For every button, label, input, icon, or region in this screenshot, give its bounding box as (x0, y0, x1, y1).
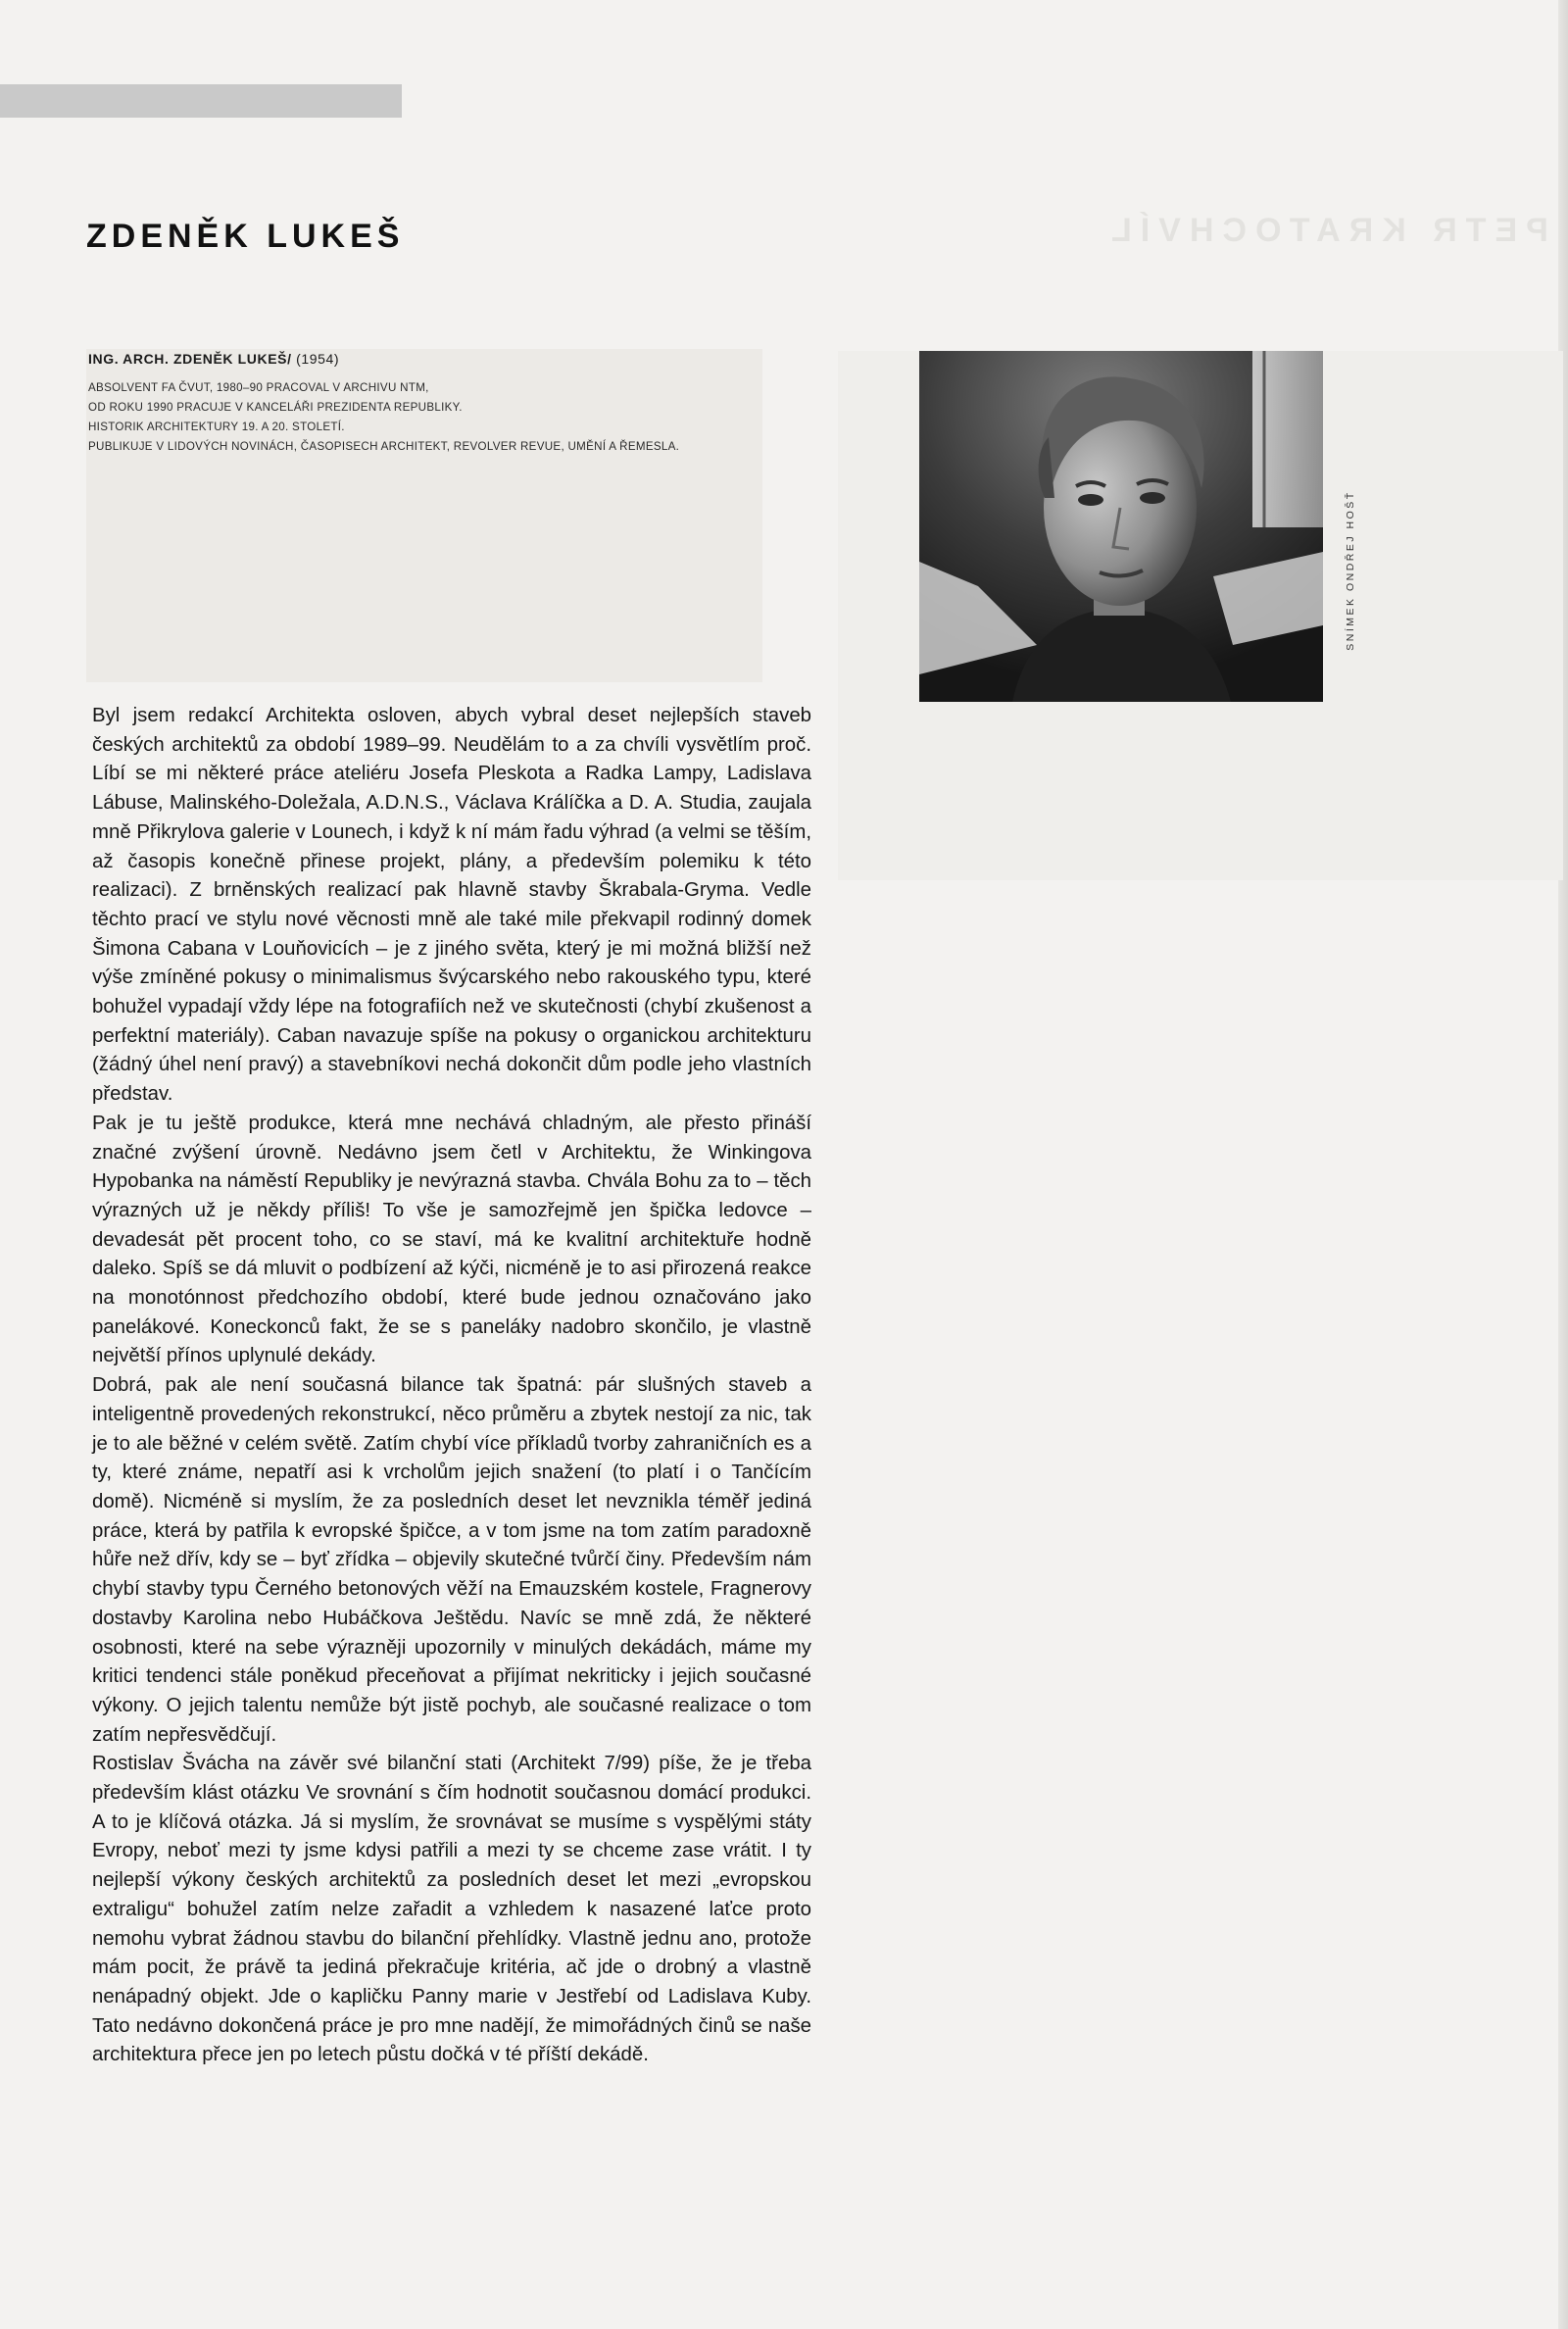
bleed-through-heading: PETR KRATOCHVÍL (1102, 212, 1548, 249)
article-paragraph: Pak je tu ještě produkce, která mne nechává chladným, ale přesto přináší značné zvýšení úrovně. Nedávno jsem četl v Architektu, že Winkingova Hypobanka na náměstí Republiky je nevýrazná stavba. Chvála Bohu za to – těch výrazných už je někdy příliš! To vše je samozřejmě jen špička ledovce – devadesát pět procent toho, co se staví, má ke kvalitní architektuře hodně daleko. Spíš se dá mluvit o podbízení až kýči, nicméně je to asi přirozená reakce na monotónnost předchozího období, které bude jednou označováno jako panelákové. Koneckonců fakt, že se s paneláky nadobro skončilo, je vlastně největší přínos uplynulé dekády. (92, 1112, 811, 1367)
bio-years: (1954) (296, 351, 340, 367)
article-body (92, 702, 811, 2070)
author-name: ZDENĚK LUKEŠ (86, 218, 405, 255)
portrait-photo-image (919, 351, 1323, 702)
author-portrait-photo (919, 351, 1323, 702)
bio-name: ING. ARCH. ZDENĚK LUKEŠ/ (88, 351, 292, 367)
author-bio (88, 351, 774, 457)
bio-line: PUBLIKUJE V LIDOVÝCH NOVINÁCH, ČASOPISECH ARCHITEKT, REVOLVER REVUE, UMĚNÍ A ŘEMESLA. (88, 440, 680, 453)
photo-credit-text: SNÍMEK ONDŘEJ HOŠŤ (1345, 490, 1356, 651)
page-edge (1558, 0, 1568, 2329)
bio-line: OD ROKU 1990 PRACUJE V KANCELÁŘI PREZIDENTA REPUBLIKY. (88, 401, 463, 414)
article-paragraph: Rostislav Švácha na závěr své bilanční stati (Architekt 7/99) píše, že je třeba především klást otázku Ve srovnání s čím hodnotit současnou domácí produkci. A to je klíčová otázka. Já si myslím, že srovnávat se musíme s vyspělými státy Evropy, neboť mezi ty jsme kdysi patřili a mezi ty se chceme zase vrátit. I ty nejlepší výkony českých architektů za posledních deset let mezi „evropskou extraligu“ bohužel zatím nelze zařadit a vzhledem k nasazené laťce proto nemohu vybrat žádnou stavbu do bilanční přehlídky. Vlastně jednu ano, protože mám pocit, že právě ta jediná překračuje kritéria, ač jde o drobný a vlastně nenápadný objekt. Jde o kapličku Panny marie v Jestřebí od Ladislava Kuby. Tato nedávno dokončená práce je pro mne nadějí, že mimořádných činů se naše architektura přece jen po letech půstu dočká v té příští dekádě. (92, 1753, 811, 2066)
article-paragraph: Dobrá, pak ale není současná bilance tak špatná: pár slušných staveb a inteligentně provedených rekonstrukcí, něco průměru a zbytek nestojí za nic, tak je to ale běžné v celém světě. Zatím chybí více příkladů tvorby zahraničních es a ty, které známe, nepatří asi k vrcholům jejich snažení (to platí i o Tančícím domě). Nicméně si myslím, že za posledních deset let nevznikla téměř jediná práce, která by patřila k evropské špičce, a v tom jsme na tom zatím paradoxně hůře než dřív, kdy se – byť zřídka – objevily skutečné tvůrčí činy. Především nám chybí stavby typu Černého betonových věží na Emauzském kostele, Fragnerovy dostavby Karolina nebo Hubáčkova Ještědu. Navíc se mně zdá, že některé osobnosti, které na sebe výrazněji upozornily v minulých dekádách, máme my kritici tendenci stále poněkud přeceňovat a přijímat nekriticky i jejich současné výkony. O jejich talentu nemůže být jistě pochyb, ale současné realizace o tom zatím nepřesvědčují. (92, 1374, 811, 1746)
bio-line: HISTORIK ARCHITEKTURY 19. A 20. STOLETÍ. (88, 421, 345, 433)
bio-line: ABSOLVENT FA ČVUT, 1980–90 PRACOVAL V ARCHIVU NTM, (88, 381, 429, 394)
article-paragraph: Byl jsem redakcí Architekta osloven, abych vybral deset nejlepších staveb českých architektů za období 1989–99. Neudělám to a za chvíli vysvětlím proč. Líbí se mi některé práce ateliéru Josefa Pleskota a Radka Lampy, Ladislava Lábuse, Malinského-Doležala, A.D.N.S., Václava Králíčka a D. A. Studia, zaujala mně Přikrylova galerie v Lounech, i když k ní mám řadu výhrad (a velmi se těším, až časopis konečně přinese projekt, plány, a především polemiku k této realizaci). Z brněnských realizací pak hlavně stavby Škrabala-Gryma. Vedle těchto prací ve stylu nové věcnosti mně ale také mile překvapil rodinný domek Šimona Cabana v Louňovicích – je z jiného světa, který je mi možná bližší než výše zmíněné pokusy o minimalismus švýcarského nebo rakouského typu, které bohužel vypadají vždy lépe na fotografiích než ve skutečnosti (chybí zkušenost a perfektní materiály). Caban navazuje spíše na pokusy o organickou architekturu (žádný úhel není pravý) a stavebníkovi nechá dokončit dům podle jeho vlastních představ. (92, 705, 811, 1106)
bio-heading (88, 351, 774, 367)
section-tab (0, 84, 402, 118)
